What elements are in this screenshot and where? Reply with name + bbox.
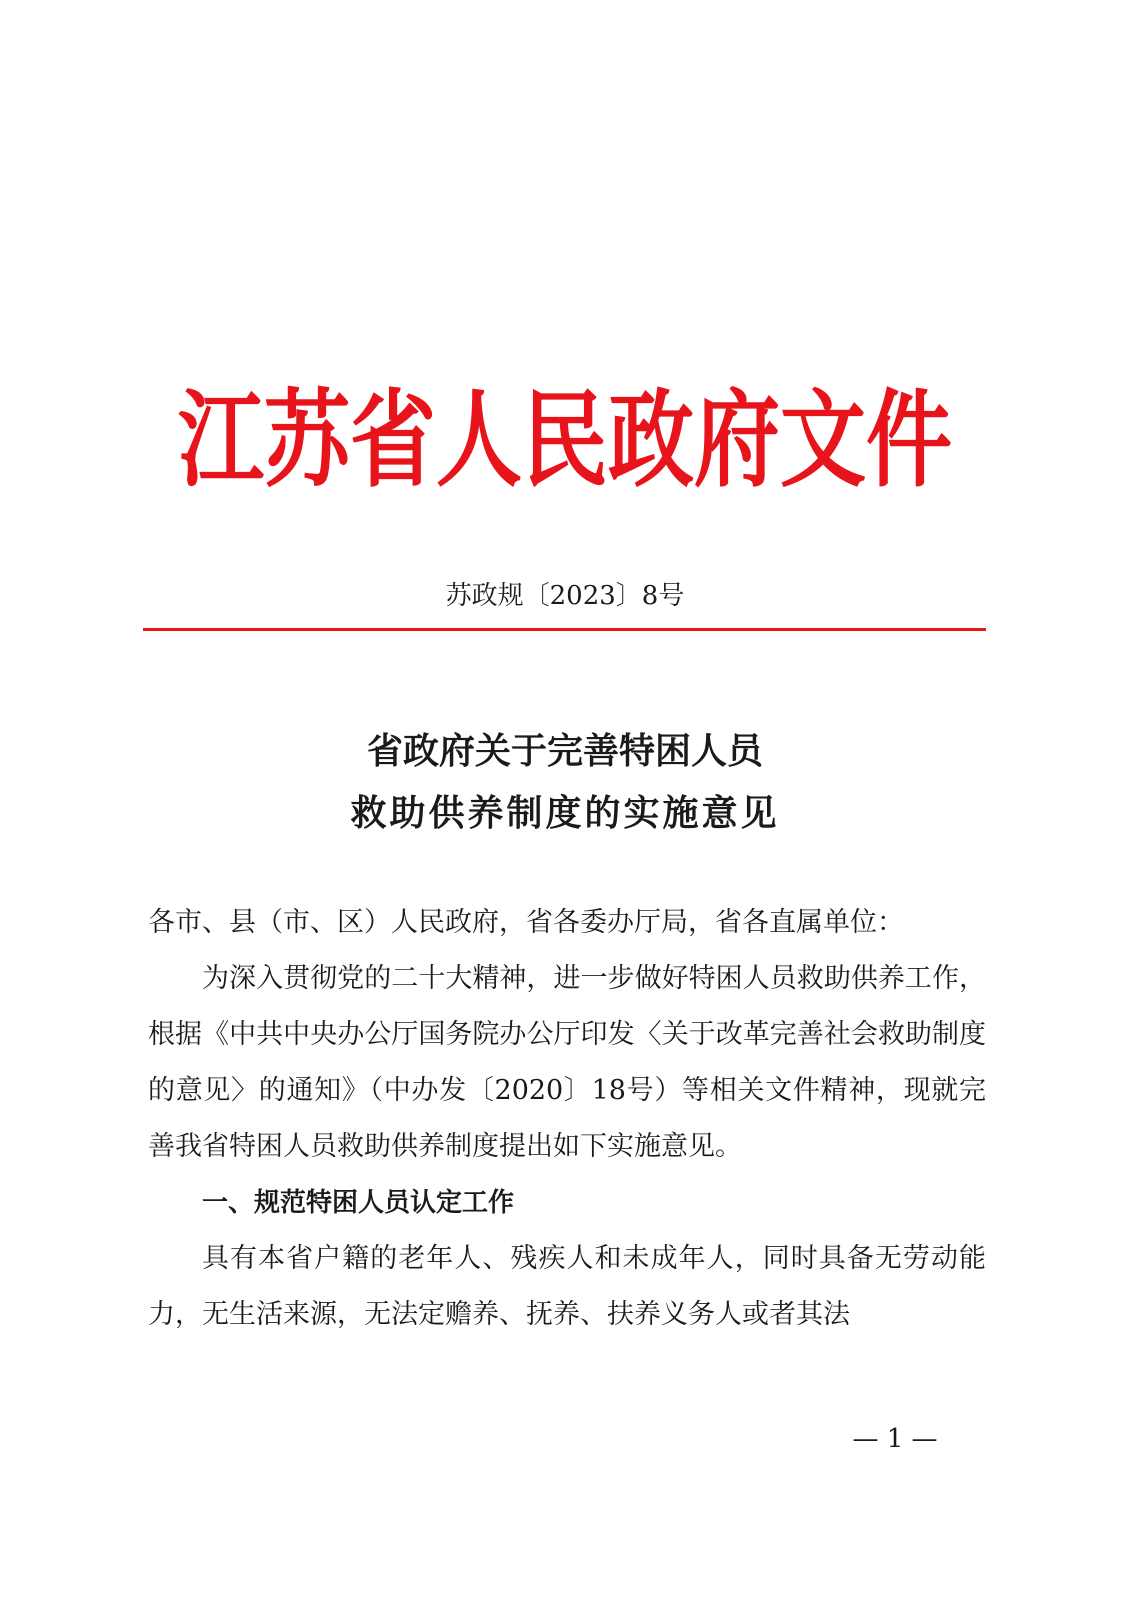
red-divider-line <box>143 628 986 631</box>
salutation: 各市、县（市、区）人民政府，省各委办厅局，省各直属单位： <box>148 907 904 938</box>
page-number: — 1 — <box>852 1424 938 1454</box>
paragraph-intro: 为深入贯彻党的二十大精神，进一步做好特困人员救助供养工作，根据《中共中央办公厅国务院办公厅印发〈关于改革完善社会救助制度的意见〉的通知》（中办发〔2020〕18号）等相关文件精神，现就完善我省特困人员救助供养制度提出如下实施意见。 <box>148 963 986 1162</box>
document-title-line-2: 救助供养制度的实施意见 <box>350 792 780 834</box>
masthead-title: 江苏省人民政府文件 <box>178 380 952 503</box>
document-number: 苏政规〔2023〕8号 <box>445 581 685 611</box>
paragraph-section-1: 具有本省户籍的老年人、残疾人和未成年人，同时具备无劳动能力，无生活来源，无法定赡养、抚养、扶养义务人或者其法 <box>148 1243 986 1330</box>
document-body <box>148 895 986 1343</box>
document-title-line-1: 省政府关于完善特困人员 <box>366 730 763 772</box>
section-heading-1: 一、规范特困人员认定工作 <box>202 1188 515 1218</box>
document-title <box>140 720 990 844</box>
